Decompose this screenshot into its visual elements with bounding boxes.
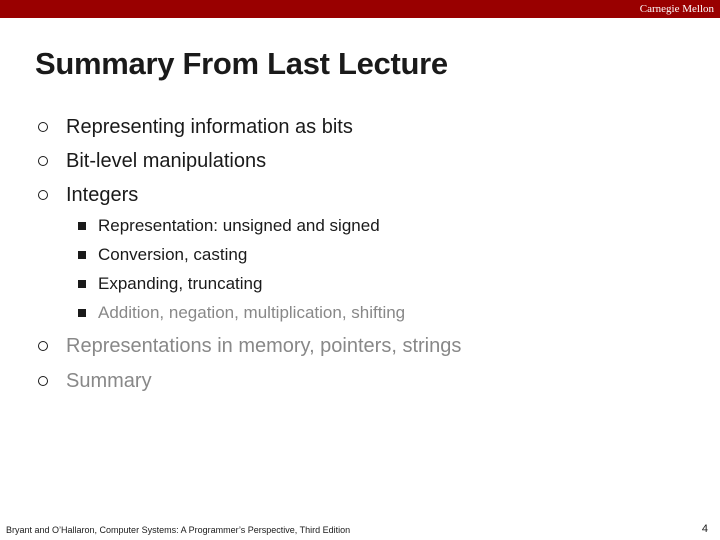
square-bullet-icon	[78, 309, 86, 317]
footer-citation: Bryant and O’Hallaron, Computer Systems: A Programmer’s Perspective, Third Edition	[6, 525, 351, 535]
bullet-text: Bit-level manipulations	[66, 150, 267, 172]
bullet-text: Representing information as bits	[66, 116, 353, 138]
square-bullet-icon	[78, 280, 86, 288]
sub-bullet-text: Conversion, casting	[98, 245, 248, 264]
bullet-text: Summary	[66, 370, 152, 392]
hollow-circle-bullet-icon	[38, 376, 48, 386]
square-bullet-icon	[78, 251, 86, 259]
square-bullet-icon	[78, 222, 86, 230]
bullet-text: Representations in memory, pointers, strings	[66, 335, 462, 357]
sub-bullet-text: Representation: unsigned and signed	[98, 216, 380, 235]
hollow-circle-bullet-icon	[38, 341, 48, 351]
sub-bullet-text: Addition, negation, multiplication, shifting	[98, 303, 406, 322]
page-number: 4	[701, 523, 708, 535]
bullet-text: Integers	[66, 184, 139, 206]
slide-title: Summary From Last Lecture	[35, 46, 448, 81]
hollow-circle-bullet-icon	[38, 156, 48, 166]
sub-bullet-text: Expanding, truncating	[98, 274, 263, 293]
brand-label: Carnegie Mellon	[639, 3, 714, 15]
hollow-circle-bullet-icon	[38, 122, 48, 132]
hollow-circle-bullet-icon	[38, 190, 48, 200]
